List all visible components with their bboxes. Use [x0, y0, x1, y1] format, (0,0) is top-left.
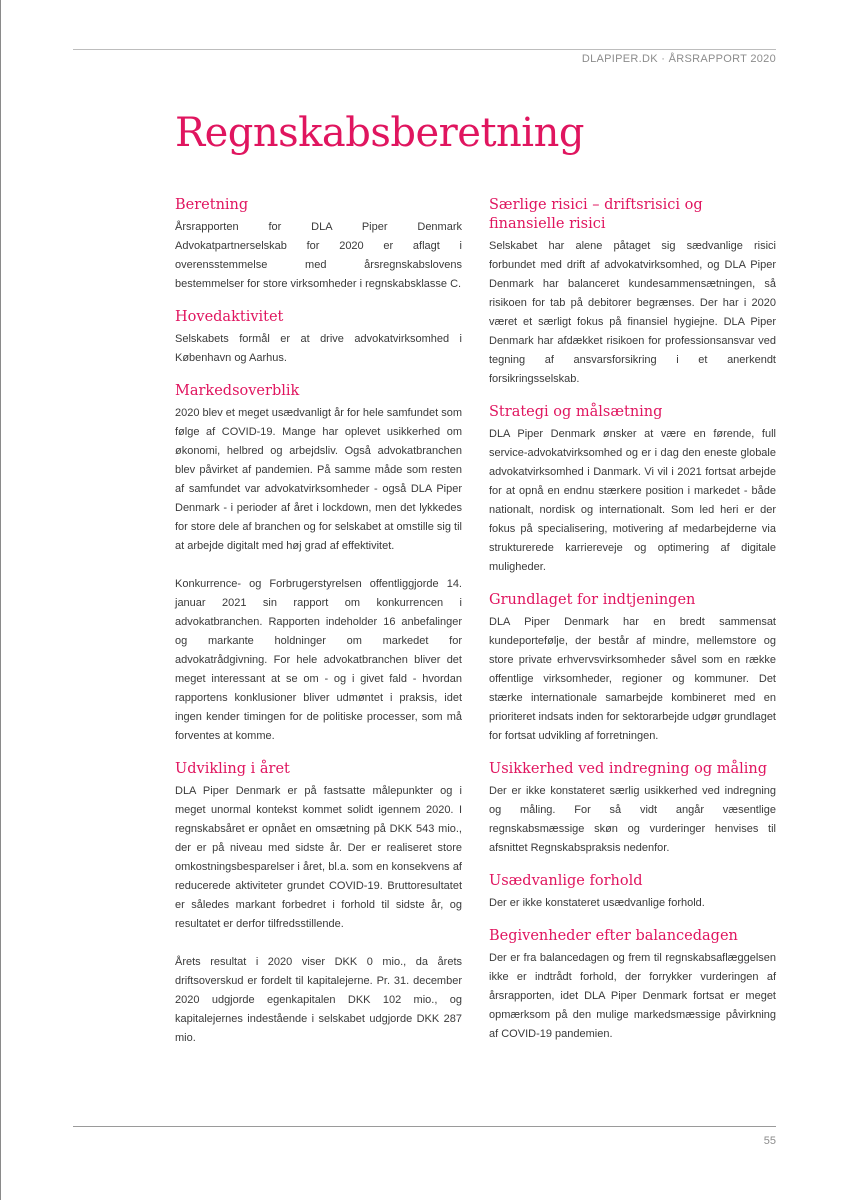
- section-heading: Usædvanlige forhold: [489, 873, 643, 889]
- left-column: [175, 196, 462, 1062]
- section-begivenheder: [489, 927, 776, 1044]
- right-column: [489, 196, 776, 1058]
- section-heading: Beretning: [175, 197, 249, 213]
- section-paragraph: DLA Piper Denmark ønsker at være en førende, full service-advokatvirksomhed og er i dag den eneste globale advokatvirksomhed i Danmark. Vi vil i 2021 fortsat arbejde for at opnå en endnu stærkere position i markedet - både nationalt, nordisk og internationalt. Som led heri er der fokus på specialisering, motivering af medarbejderne via strukturerede karriereveje og optimering af digitale muligheder.: [489, 428, 776, 573]
- section-paragraph: Selskabets formål er at drive advokatvirksomhed i København og Aarhus.: [175, 333, 462, 364]
- section-grundlaget: [489, 591, 776, 746]
- section-hovedaktivitet: [175, 308, 462, 368]
- section-markedsoverblik: [175, 382, 462, 746]
- section-strategi: [489, 403, 776, 577]
- section-paragraph: Selskabet har alene påtaget sig sædvanlige risici forbundet med drift af advokatvirksomhed, og DLA Piper Denmark har balanceret kundesammensætningen, så risikoen for tab på debitorer begrænses. Der har i 2020 været et særligt fokus på finansiel hygiejne. DLA Piper Denmark har afdækket risikoen for professionsansvar ved tegning af ansvarsforsikring i et anerkendt forsikringsselskab.: [489, 240, 776, 385]
- section-paragraph: DLA Piper Denmark er på fastsatte målepunkter og i meget unormal kontekst kommet solidt igennem 2020. I regnskabsåret er opnået en omsætning på DKK 543 mio., der er på niveau med sidste år. Der er realiseret store omkostningsbesparelser i året, bl.a. som en konsekvens af reducerede aktiviteter grundet COVID-19. Bruttoresultatet er således markant forbedret i forhold til sidste år, og resultatet er derfor tilfredsstillende.: [175, 785, 462, 930]
- header-rule: [73, 49, 776, 50]
- section-heading: Grundlaget for indtjeningen: [489, 592, 696, 608]
- section-paragraph: Der er fra balancedagen og frem til regnskabsaflæggelsen ikke er indtrådt forhold, der forrykker vurderingen af årsrapporten, idet DLA Piper Denmark fortsat er meget opmærksom på den mulige markedsmæssige påvirkning af COVID-19 pandemien.: [489, 952, 776, 1040]
- section-paragraph: Der er ikke konstateret særlig usikkerhed ved indregning og måling. For så vidt angår væsentlige regnskabsmæssige skøn og vurderinger henvises til afsnittet Regnskabspraksis nedenfor.: [489, 785, 776, 854]
- page-edge-line: [0, 0, 1, 1200]
- page-number: 55: [763, 1135, 776, 1147]
- section-beretning: [175, 196, 462, 294]
- section-heading: Særlige risici – driftsrisici og finansielle risici: [489, 197, 703, 232]
- section-paragraph: Konkurrence- og Forbrugerstyrelsen offentliggjorde 14. januar 2021 sin rapport om konkurrencen i advokatbranchen. Rapporten indeholder 16 anbefalinger og markante holdninger om markedet for advokatrådgivning. For hele advokatbranchen bliver det meget interessant at se om - og i givet fald - hvordan rapportens konklusioner bliver udmøntet i praksis, idet ingen kender timingen for de politiske processer, som må forventes at komme.: [175, 578, 462, 742]
- running-header: DLAPIPER.DK · ÅRSRAPPORT 2020: [581, 53, 776, 65]
- section-paragraph: Årets resultat i 2020 viser DKK 0 mio., da årets driftsoverskud er fordelt til kapitalejerne. Pr. 31. december 2020 udgjorde egenkapitalen DKK 102 mio., og kapitalejernes indestående i selskabet udgjorde DKK 287 mio.: [175, 956, 462, 1044]
- section-udvikling-i-aaret: [175, 760, 462, 1048]
- footer-rule: [73, 1126, 776, 1127]
- section-paragraph: Årsrapporten for DLA Piper Denmark Advokatpartnerselskab for 2020 er aflagt i overensstemmelse med årsregnskabslovens bestemmelser for store virksomheder i regnskabsklasse C.: [175, 221, 462, 290]
- section-usikkerhed: [489, 760, 776, 858]
- section-heading: Udvikling i året: [175, 761, 290, 777]
- section-paragraph: Der er ikke konstateret usædvanlige forhold.: [489, 897, 705, 909]
- section-saerlige-risici: [489, 196, 776, 389]
- section-heading: Hovedaktivitet: [175, 309, 284, 325]
- section-heading: Begivenheder efter balancedagen: [489, 928, 738, 944]
- section-paragraph: DLA Piper Denmark har en bredt sammensat kundeportefølje, der består af mindre, mellemstore og store private erhvervsvirksomheder såvel som en række offentlige virksomheder, regioner og kommuner. Det stærke internationale samarbejde kombineret med en prioriteret indsats inden for sektorarbejde udgør grundlaget for fortsat udvikling af forretningen.: [489, 616, 776, 742]
- section-paragraph: 2020 blev et meget usædvanligt år for hele samfundet som følge af COVID-19. Mange har oplevet usikkerhed om økonomi, helbred og arbejdsliv. Også advokatbranchen blev påvirket af pandemien. På samme måde som resten af samfundet var advokatvirksomheder - også DLA Piper Denmark - i perioder af året i lockdown, men det lykkedes for store dele af branchen og for selskabet at omstille sig til at arbejde digitalt med høj grad af effektivitet.: [175, 407, 462, 552]
- section-usaedvanlige-forhold: [489, 872, 776, 913]
- section-heading: Markedsoverblik: [175, 383, 300, 399]
- section-heading: Strategi og målsætning: [489, 404, 663, 420]
- page-title: Regnskabsberetning: [175, 110, 584, 156]
- section-heading: Usikkerhed ved indregning og måling: [489, 761, 768, 777]
